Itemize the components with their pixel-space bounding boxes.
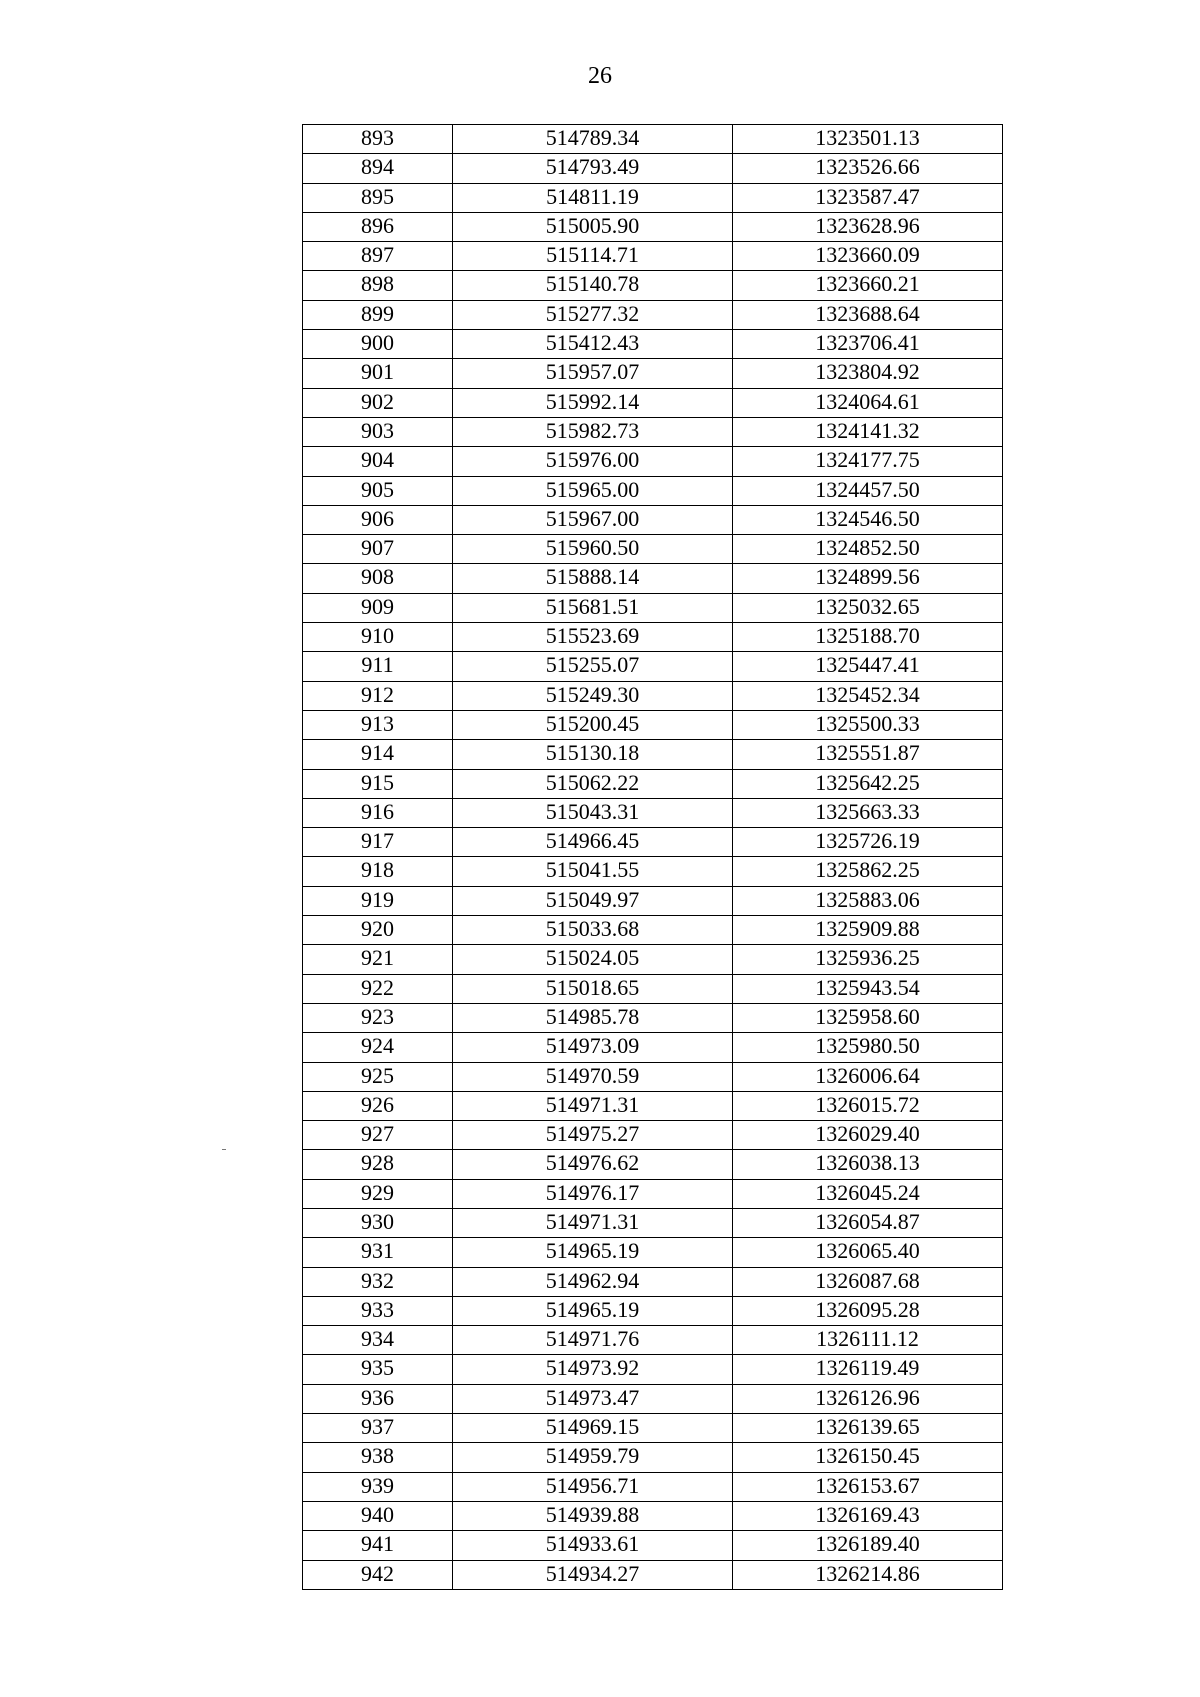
point-number-cell: 918: [303, 857, 453, 886]
table-row: [303, 1033, 1003, 1062]
point-number-cell: 926: [303, 1091, 453, 1120]
table-row: [303, 1267, 1003, 1296]
x-coordinate-cell: 515005.90: [453, 212, 733, 241]
y-coordinate-cell: 1326126.96: [733, 1384, 1003, 1413]
table-row: [303, 505, 1003, 534]
y-coordinate-cell: 1325958.60: [733, 1003, 1003, 1032]
point-number-cell: 895: [303, 183, 453, 212]
table-row: [303, 388, 1003, 417]
y-coordinate-cell: 1323587.47: [733, 183, 1003, 212]
x-coordinate-cell: 514789.34: [453, 125, 733, 154]
table-row: [303, 183, 1003, 212]
table-row: [303, 330, 1003, 359]
x-coordinate-cell: 514985.78: [453, 1003, 733, 1032]
y-coordinate-cell: 1325936.25: [733, 945, 1003, 974]
y-coordinate-cell: 1325500.33: [733, 710, 1003, 739]
y-coordinate-cell: 1323628.96: [733, 212, 1003, 241]
x-coordinate-cell: 514970.59: [453, 1062, 733, 1091]
point-number-cell: 938: [303, 1443, 453, 1472]
point-number-cell: 922: [303, 974, 453, 1003]
table-row: [303, 1208, 1003, 1237]
point-number-cell: 933: [303, 1296, 453, 1325]
y-coordinate-cell: 1323660.09: [733, 242, 1003, 271]
x-coordinate-cell: 515965.00: [453, 476, 733, 505]
y-coordinate-cell: 1326139.65: [733, 1414, 1003, 1443]
x-coordinate-cell: 514962.94: [453, 1267, 733, 1296]
point-number-cell: 902: [303, 388, 453, 417]
y-coordinate-cell: 1326119.49: [733, 1355, 1003, 1384]
x-coordinate-cell: 515114.71: [453, 242, 733, 271]
y-coordinate-cell: 1323804.92: [733, 359, 1003, 388]
y-coordinate-cell: 1324064.61: [733, 388, 1003, 417]
coordinates-table: [302, 124, 1003, 1590]
x-coordinate-cell: 515967.00: [453, 505, 733, 534]
y-coordinate-cell: 1326006.64: [733, 1062, 1003, 1091]
x-coordinate-cell: 515140.78: [453, 271, 733, 300]
y-coordinate-cell: 1326150.45: [733, 1443, 1003, 1472]
x-coordinate-cell: 514939.88: [453, 1501, 733, 1530]
x-coordinate-cell: 515957.07: [453, 359, 733, 388]
y-coordinate-cell: 1325883.06: [733, 886, 1003, 915]
x-coordinate-cell: 514966.45: [453, 828, 733, 857]
x-coordinate-cell: 514973.47: [453, 1384, 733, 1413]
table-row: [303, 359, 1003, 388]
point-number-cell: 937: [303, 1414, 453, 1443]
table-row: [303, 886, 1003, 915]
point-number-cell: 928: [303, 1150, 453, 1179]
table-row: [303, 212, 1003, 241]
table-row: [303, 681, 1003, 710]
point-number-cell: 894: [303, 154, 453, 183]
y-coordinate-cell: 1326045.24: [733, 1179, 1003, 1208]
x-coordinate-cell: 514973.09: [453, 1033, 733, 1062]
point-number-cell: 911: [303, 652, 453, 681]
y-coordinate-cell: 1325663.33: [733, 798, 1003, 827]
x-coordinate-cell: 515412.43: [453, 330, 733, 359]
point-number-cell: 904: [303, 447, 453, 476]
table-row: [303, 710, 1003, 739]
x-coordinate-cell: 514934.27: [453, 1560, 733, 1589]
table-row: [303, 242, 1003, 271]
x-coordinate-cell: 514956.71: [453, 1472, 733, 1501]
table-row: [303, 945, 1003, 974]
point-number-cell: 907: [303, 535, 453, 564]
y-coordinate-cell: 1323526.66: [733, 154, 1003, 183]
point-number-cell: 935: [303, 1355, 453, 1384]
x-coordinate-cell: 515960.50: [453, 535, 733, 564]
y-coordinate-cell: 1324899.56: [733, 564, 1003, 593]
table-row: [303, 535, 1003, 564]
y-coordinate-cell: 1325452.34: [733, 681, 1003, 710]
table-row: [303, 154, 1003, 183]
point-number-cell: 912: [303, 681, 453, 710]
table-row: [303, 417, 1003, 446]
table-row: [303, 1062, 1003, 1091]
point-number-cell: 930: [303, 1208, 453, 1237]
x-coordinate-cell: 515200.45: [453, 710, 733, 739]
y-coordinate-cell: 1326095.28: [733, 1296, 1003, 1325]
x-coordinate-cell: 515982.73: [453, 417, 733, 446]
point-number-cell: 910: [303, 623, 453, 652]
x-coordinate-cell: 515062.22: [453, 769, 733, 798]
x-coordinate-cell: 515976.00: [453, 447, 733, 476]
y-coordinate-cell: 1324546.50: [733, 505, 1003, 534]
table-row: [303, 1443, 1003, 1472]
x-coordinate-cell: 514971.31: [453, 1208, 733, 1237]
y-coordinate-cell: 1326087.68: [733, 1267, 1003, 1296]
x-coordinate-cell: 514971.31: [453, 1091, 733, 1120]
table-row: [303, 1150, 1003, 1179]
point-number-cell: 897: [303, 242, 453, 271]
y-coordinate-cell: 1326065.40: [733, 1238, 1003, 1267]
point-number-cell: 936: [303, 1384, 453, 1413]
x-coordinate-cell: 514976.17: [453, 1179, 733, 1208]
y-coordinate-cell: 1325980.50: [733, 1033, 1003, 1062]
y-coordinate-cell: 1326029.40: [733, 1121, 1003, 1150]
table-row: [303, 447, 1003, 476]
x-coordinate-cell: 514976.62: [453, 1150, 733, 1179]
scan-mark: [222, 1149, 226, 1150]
x-coordinate-cell: 514793.49: [453, 154, 733, 183]
x-coordinate-cell: 515033.68: [453, 916, 733, 945]
x-coordinate-cell: 514973.92: [453, 1355, 733, 1384]
table-row: [303, 476, 1003, 505]
point-number-cell: 898: [303, 271, 453, 300]
point-number-cell: 932: [303, 1267, 453, 1296]
x-coordinate-cell: 514959.79: [453, 1443, 733, 1472]
table-row: [303, 564, 1003, 593]
x-coordinate-cell: 515024.05: [453, 945, 733, 974]
point-number-cell: 905: [303, 476, 453, 505]
point-number-cell: 917: [303, 828, 453, 857]
x-coordinate-cell: 514933.61: [453, 1531, 733, 1560]
x-coordinate-cell: 515041.55: [453, 857, 733, 886]
y-coordinate-cell: 1325726.19: [733, 828, 1003, 857]
point-number-cell: 940: [303, 1501, 453, 1530]
x-coordinate-cell: 515255.07: [453, 652, 733, 681]
point-number-cell: 925: [303, 1062, 453, 1091]
table-row: [303, 593, 1003, 622]
table-row: [303, 1003, 1003, 1032]
point-number-cell: 896: [303, 212, 453, 241]
page-number: 26: [588, 63, 612, 89]
point-number-cell: 901: [303, 359, 453, 388]
point-number-cell: 909: [303, 593, 453, 622]
point-number-cell: 924: [303, 1033, 453, 1062]
y-coordinate-cell: 1326153.67: [733, 1472, 1003, 1501]
y-coordinate-cell: 1325032.65: [733, 593, 1003, 622]
table-row: [303, 1384, 1003, 1413]
table-row: [303, 1501, 1003, 1530]
x-coordinate-cell: 514965.19: [453, 1296, 733, 1325]
x-coordinate-cell: 515130.18: [453, 740, 733, 769]
y-coordinate-cell: 1325642.25: [733, 769, 1003, 798]
y-coordinate-cell: 1326111.12: [733, 1326, 1003, 1355]
y-coordinate-cell: 1326038.13: [733, 1150, 1003, 1179]
x-coordinate-cell: 514975.27: [453, 1121, 733, 1150]
table-row: [303, 798, 1003, 827]
y-coordinate-cell: 1326214.86: [733, 1560, 1003, 1589]
point-number-cell: 915: [303, 769, 453, 798]
y-coordinate-cell: 1323688.64: [733, 300, 1003, 329]
table-row: [303, 740, 1003, 769]
x-coordinate-cell: 515018.65: [453, 974, 733, 1003]
coordinates-table-body: [303, 125, 1003, 1590]
point-number-cell: 903: [303, 417, 453, 446]
point-number-cell: 913: [303, 710, 453, 739]
x-coordinate-cell: 515249.30: [453, 681, 733, 710]
x-coordinate-cell: 515888.14: [453, 564, 733, 593]
y-coordinate-cell: 1324852.50: [733, 535, 1003, 564]
y-coordinate-cell: 1323660.21: [733, 271, 1003, 300]
table-row: [303, 623, 1003, 652]
table-row: [303, 769, 1003, 798]
table-row: [303, 1121, 1003, 1150]
point-number-cell: 899: [303, 300, 453, 329]
x-coordinate-cell: 515049.97: [453, 886, 733, 915]
y-coordinate-cell: 1323706.41: [733, 330, 1003, 359]
point-number-cell: 920: [303, 916, 453, 945]
table-row: [303, 916, 1003, 945]
x-coordinate-cell: 514969.15: [453, 1414, 733, 1443]
point-number-cell: 942: [303, 1560, 453, 1589]
y-coordinate-cell: 1324457.50: [733, 476, 1003, 505]
point-number-cell: 893: [303, 125, 453, 154]
x-coordinate-cell: 515043.31: [453, 798, 733, 827]
y-coordinate-cell: 1325862.25: [733, 857, 1003, 886]
y-coordinate-cell: 1326015.72: [733, 1091, 1003, 1120]
point-number-cell: 927: [303, 1121, 453, 1150]
y-coordinate-cell: 1324177.75: [733, 447, 1003, 476]
table-row: [303, 300, 1003, 329]
y-coordinate-cell: 1326054.87: [733, 1208, 1003, 1237]
table-row: [303, 1355, 1003, 1384]
x-coordinate-cell: 514971.76: [453, 1326, 733, 1355]
table-row: [303, 828, 1003, 857]
table-row: [303, 1091, 1003, 1120]
y-coordinate-cell: 1326169.43: [733, 1501, 1003, 1530]
point-number-cell: 941: [303, 1531, 453, 1560]
y-coordinate-cell: 1323501.13: [733, 125, 1003, 154]
table-row: [303, 125, 1003, 154]
table-row: [303, 1560, 1003, 1589]
x-coordinate-cell: 515277.32: [453, 300, 733, 329]
y-coordinate-cell: 1325551.87: [733, 740, 1003, 769]
point-number-cell: 921: [303, 945, 453, 974]
point-number-cell: 900: [303, 330, 453, 359]
x-coordinate-cell: 514811.19: [453, 183, 733, 212]
point-number-cell: 919: [303, 886, 453, 915]
table-row: [303, 1326, 1003, 1355]
table-row: [303, 652, 1003, 681]
point-number-cell: 923: [303, 1003, 453, 1032]
point-number-cell: 908: [303, 564, 453, 593]
y-coordinate-cell: 1325909.88: [733, 916, 1003, 945]
table-row: [303, 1296, 1003, 1325]
point-number-cell: 934: [303, 1326, 453, 1355]
table-row: [303, 1238, 1003, 1267]
table-row: [303, 1414, 1003, 1443]
point-number-cell: 906: [303, 505, 453, 534]
y-coordinate-cell: 1325188.70: [733, 623, 1003, 652]
point-number-cell: 929: [303, 1179, 453, 1208]
table-row: [303, 974, 1003, 1003]
x-coordinate-cell: 515681.51: [453, 593, 733, 622]
point-number-cell: 914: [303, 740, 453, 769]
x-coordinate-cell: 515523.69: [453, 623, 733, 652]
table-row: [303, 1531, 1003, 1560]
point-number-cell: 939: [303, 1472, 453, 1501]
y-coordinate-cell: 1325447.41: [733, 652, 1003, 681]
y-coordinate-cell: 1326189.40: [733, 1531, 1003, 1560]
y-coordinate-cell: 1325943.54: [733, 974, 1003, 1003]
table-row: [303, 271, 1003, 300]
table-row: [303, 1179, 1003, 1208]
table-row: [303, 1472, 1003, 1501]
point-number-cell: 931: [303, 1238, 453, 1267]
y-coordinate-cell: 1324141.32: [733, 417, 1003, 446]
table-row: [303, 857, 1003, 886]
point-number-cell: 916: [303, 798, 453, 827]
x-coordinate-cell: 515992.14: [453, 388, 733, 417]
x-coordinate-cell: 514965.19: [453, 1238, 733, 1267]
